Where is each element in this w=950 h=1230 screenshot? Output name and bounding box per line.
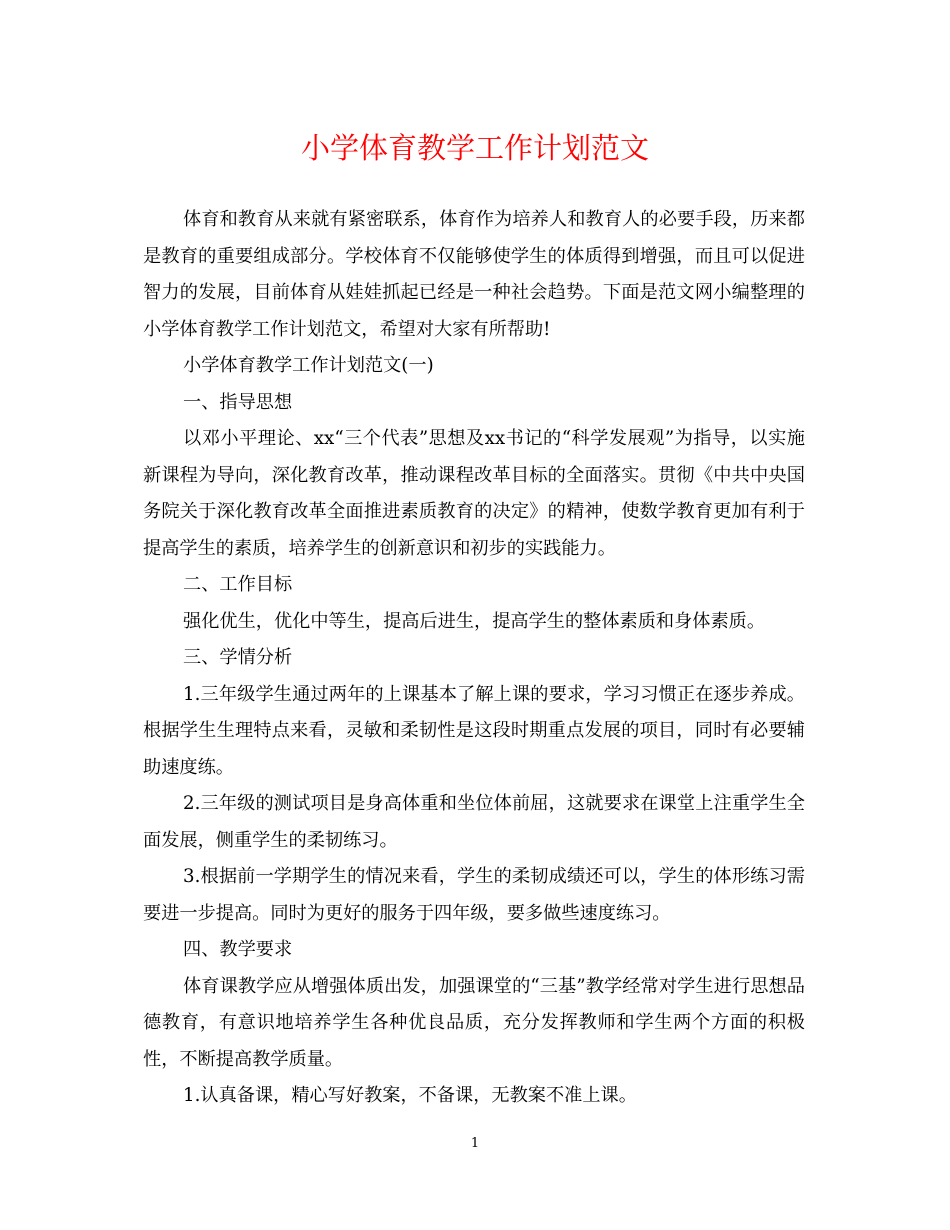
paragraph-guiding-ideology: 以邓小平理论、xx“三个代表”思想及xx书记的“科学发展观”为指导，以实施新课程为导向，深化教育改革，推动课程改革目标的全面落实。贯彻《中共中央国务院关于深化教育改革全面推进素质教育的决定》的精神，使数学教育更加有利于提高学生的素质，培养学生的创新意识和初步的实践能力。 bbox=[143, 428, 805, 559]
document-body bbox=[143, 202, 805, 1115]
page-number: 1 bbox=[470, 1136, 480, 1151]
section-heading-plan-one: 小学体育教学工作计划范文(一) bbox=[183, 355, 434, 376]
heading-teaching-requirements: 四、教学要求 bbox=[183, 939, 293, 960]
paragraph-requirement-1: 1.认真备课，精心写好教案，不备课，无教案不准上课。 bbox=[183, 1085, 637, 1106]
intro-paragraph: 体育和教育从来就有紧密联系，体育作为培养人和教育人的必要手段，历来都是教育的重要组成部分。学校体育不仅能够使学生的体质得到增强，而且可以促进智力的发展，目前体育从娃娃抓起已经是一种社会趋势。下面是范文网小编整理的小学体育教学工作计划范文，希望对大家有所帮助! bbox=[143, 209, 805, 340]
heading-student-analysis: 三、学情分析 bbox=[183, 647, 293, 668]
paragraph-teaching-requirements: 体育课教学应从增强体质出发，加强课堂的“三基”教学经常对学生进行思想品德教育，有意识地培养学生各种优良品质，充分发挥教师和学生两个方面的积极性，不断提高教学质量。 bbox=[143, 975, 805, 1070]
document-title: 小学体育教学工作计划范文 bbox=[300, 131, 649, 165]
paragraph-work-goals: 强化优生，优化中等生，提高后进生，提高学生的整体素质和身体素质。 bbox=[183, 610, 766, 632]
heading-work-goals: 二、工作目标 bbox=[183, 574, 293, 595]
paragraph-analysis-1: 1.三年级学生通过两年的上课基本了解上课的要求，学习习惯正在逐步养成。根据学生生理特点来看，灵敏和柔韧性是这段时期重点发展的项目，同时有必要辅助速度练。 bbox=[143, 683, 805, 778]
heading-guiding-ideology: 一、指导思想 bbox=[183, 391, 293, 413]
paragraph-analysis-3: 3.根据前一学期学生的情况来看，学生的柔韧成绩还可以，学生的体形练习需要进一步提高。同时为更好的服务于四年级，要多做些速度练习。 bbox=[143, 866, 805, 924]
paragraph-analysis-2: 2.三年级的测试项目是身高体重和坐位体前屈，这就要求在课堂上注重学生全面发展，侧重学生的柔韧练习。 bbox=[143, 793, 805, 851]
